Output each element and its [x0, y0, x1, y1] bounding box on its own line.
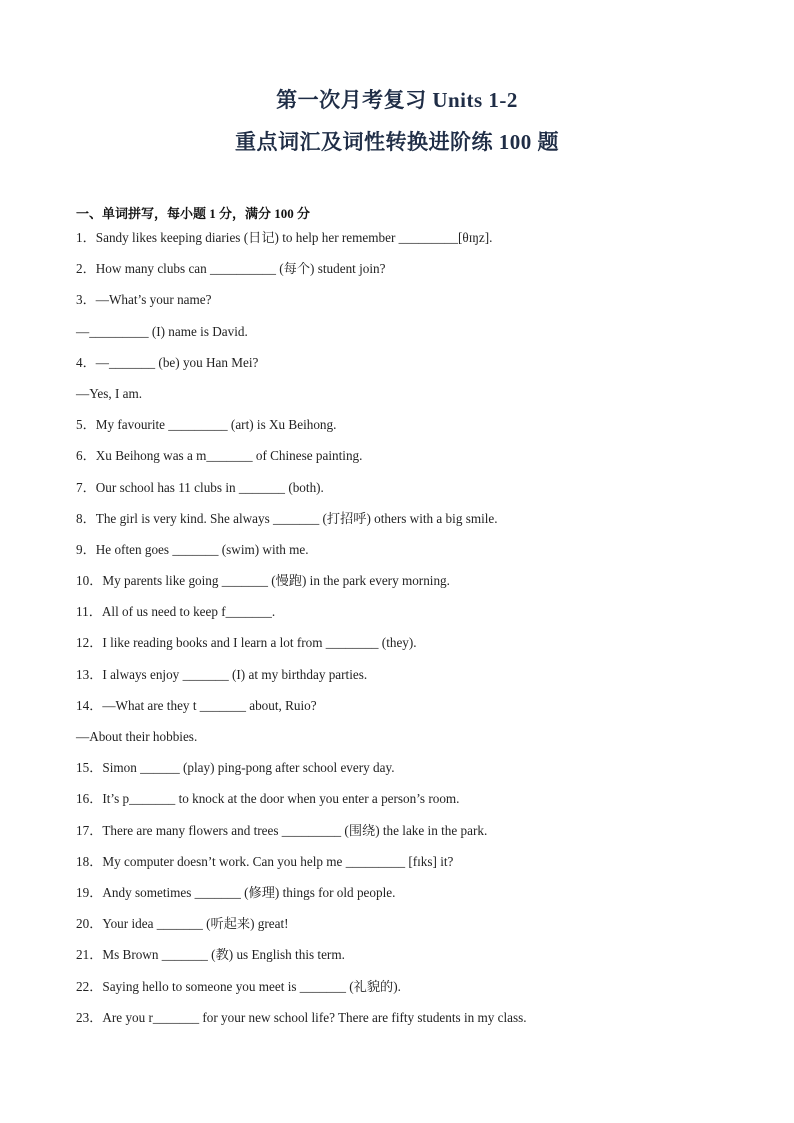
exercise-line: —Yes, I am. [76, 385, 143, 401]
exercise-line: 10．My parents like going _______ (慢跑) in the park every morning. [76, 573, 450, 589]
exercise-line: 19．Andy sometimes _______ (修理) things for old people. [76, 884, 396, 900]
exercise-line: 9．He often goes _______ (swim) with me. [76, 541, 309, 557]
exercise-line: 6．Xu Beihong was a m_______ of Chinese painting. [76, 448, 363, 464]
exercise-line: 15．Simon ______ (play) ping-pong after school every day. [76, 760, 395, 776]
exercise-line: 23．Are you r_______ for your new school life? There are fifty students in my class. [76, 1009, 527, 1025]
exercise-line: 20．Your idea _______ (听起来) great! [76, 916, 289, 932]
exercise-line: —_________ (I) name is David. [76, 323, 248, 339]
exercise-list [76, 229, 736, 1040]
exercise-line: 5．My favourite _________ (art) is Xu Beihong. [76, 417, 337, 433]
exercise-line: 4．—_______ (be) you Han Mei? [76, 354, 259, 370]
exercise-line: 12．I like reading books and I learn a lot from ________ (they). [76, 635, 417, 651]
page-subtitle: 重点词汇及词性转换进阶练 100 题 [235, 130, 559, 154]
exercise-line: 2．How many clubs can __________ (每个) student join? [76, 261, 386, 277]
exercise-line: 13．I always enjoy _______ (I) at my birthday parties. [76, 666, 368, 682]
exercise-line: 21．Ms Brown _______ (教) us English this term. [76, 947, 345, 963]
exercise-line: 18．My computer doesn’t work. Can you help me _________ [fɪks] it? [76, 853, 454, 869]
exercise-line: 17．There are many flowers and trees _________ (围绕) the lake in the park. [76, 822, 488, 838]
exercise-line: 16．It’s p_______ to knock at the door when you enter a person’s room. [76, 791, 460, 807]
exercise-line: 11．All of us need to keep f_______. [76, 604, 276, 620]
page-title: 第一次月考复习 Units 1-2 [276, 88, 518, 112]
exercise-line: 8．The girl is very kind. She always _______ (打招呼) others with a big smile. [76, 510, 498, 526]
exercise-line: 7．Our school has 11 clubs in _______ (both). [76, 479, 324, 495]
exercise-line: —About their hobbies. [76, 729, 198, 744]
section-heading: 一、单词拼写，每小题 1 分，满分 100 分 [76, 206, 311, 221]
exercise-line: 22．Saying hello to someone you meet is _______ (礼貌的). [76, 978, 401, 994]
exercise-line: 14．—What are they t _______ about, Ruio? [76, 697, 317, 713]
exercise-line: 3．—What’s your name? [76, 292, 212, 308]
exercise-line: 1．Sandy likes keeping diaries (日记) to help her remember _________[θɪŋz]. [76, 230, 493, 245]
